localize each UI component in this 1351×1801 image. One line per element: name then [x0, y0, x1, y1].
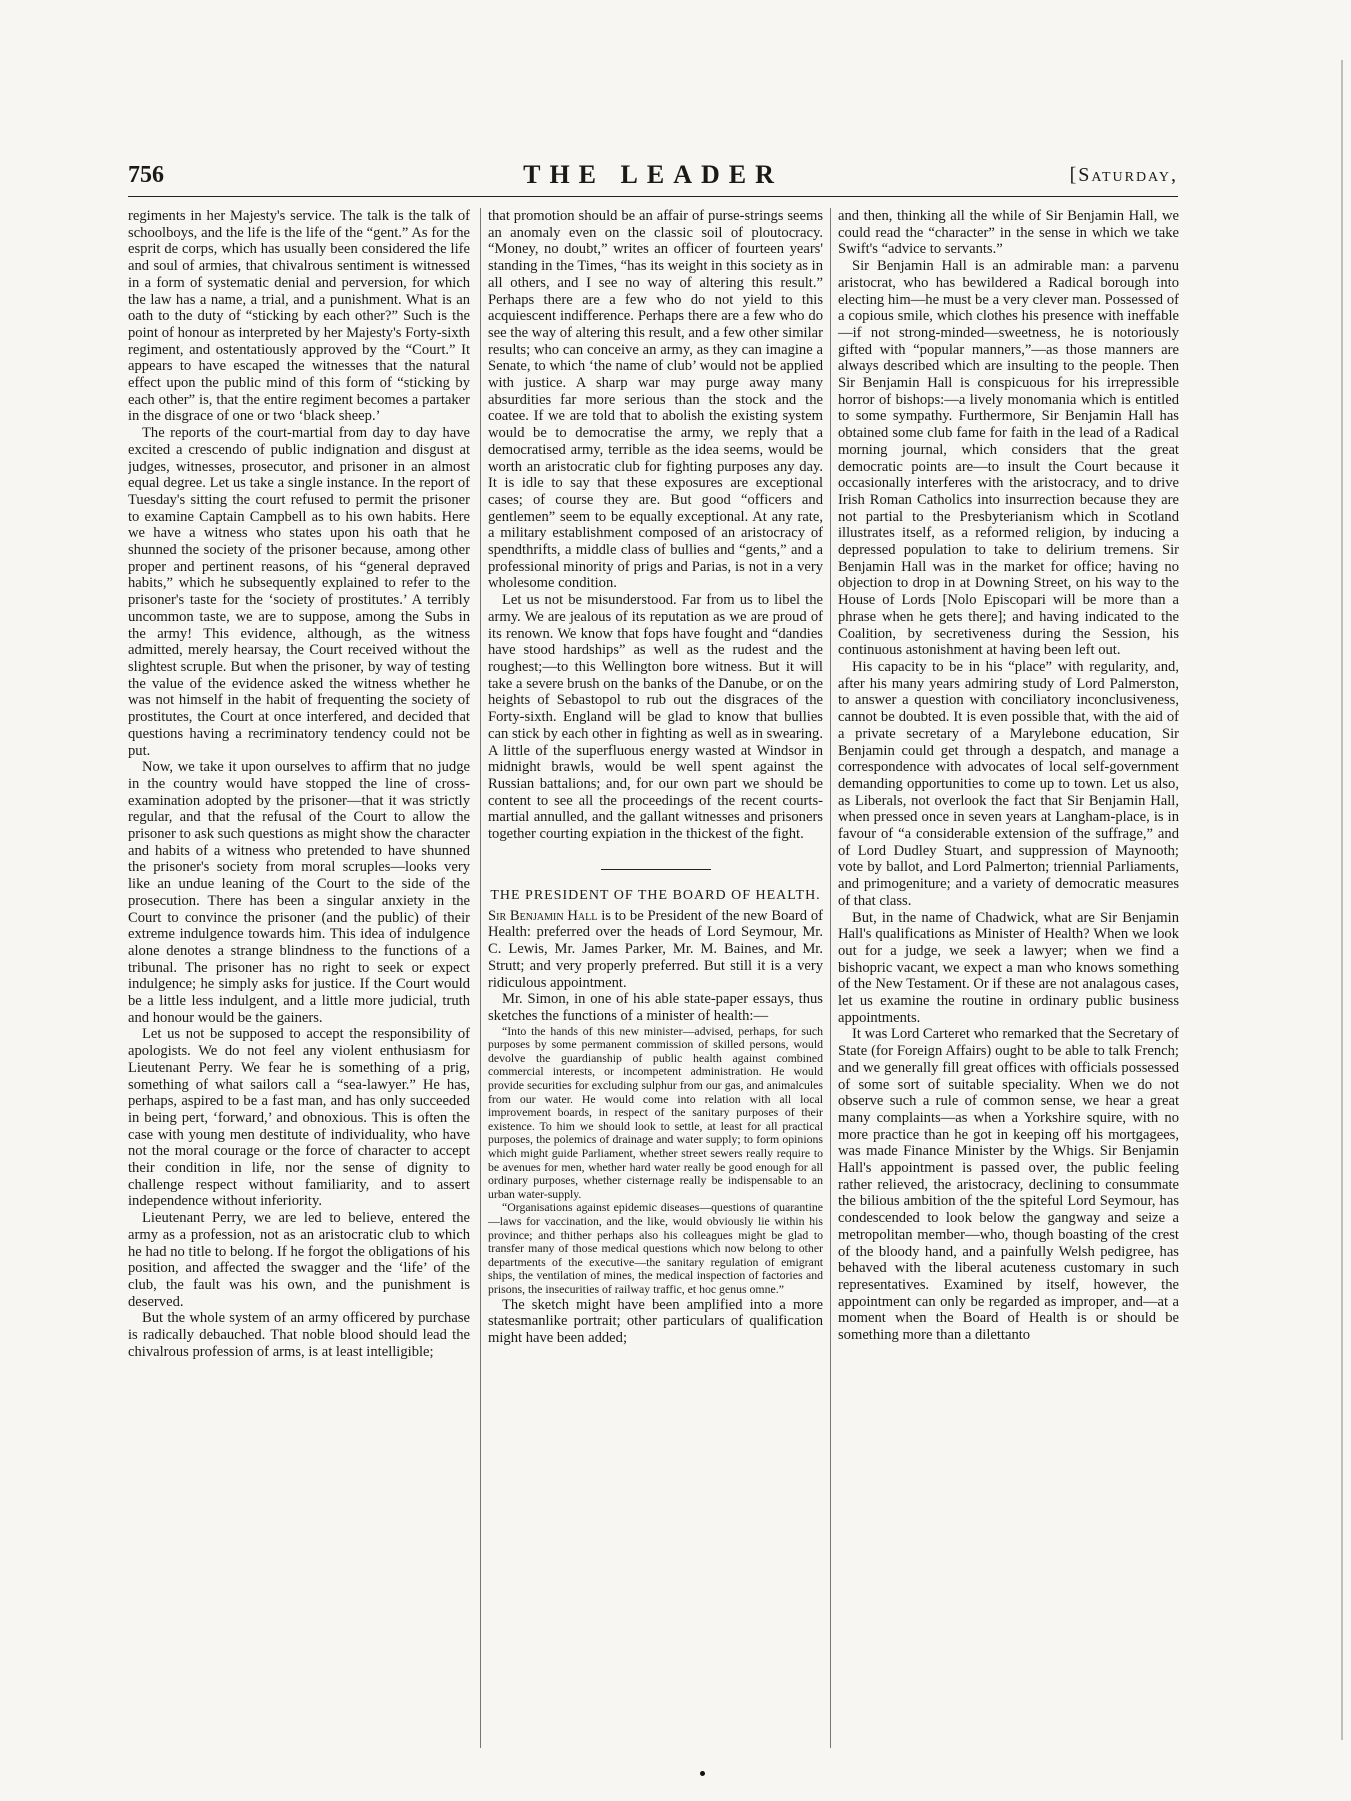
paragraph: It was Lord Carteret who remarked that the Secretary of State (for Foreign Affairs) ought to be able to talk French; and we generally fill great offices with officials possessed of some sort of suitable speciality. When we do not observe such a rule of common sense, we hear a great many complaints—as when a Yorkshire squire, with no more practice than he got in keeping off his mortgagees, was made Finance Minister by the Whigs. Sir Benjamin Hall's appointment is passed over, the public feeling rather relieved, the aristocracy, declining to consummate the bilious ambition of the the spiteful Lord Seymour, has condescended to look below the gangway and seize a metropolitan member—who, though boasting of the crest of the bloody hand, and a painfully Welsh pedigree, has behaved with the liberal acuteness customary in such representatives. Examined by itself, however, the appointment can only be regarded as improper, and—at a moment when the Board of Health is or should be something more than a dilettanto	[838, 1026, 1179, 1344]
paragraph: Lieutenant Perry, we are led to believe, entered the army as a profession, not as an aristocratic club to which he had no title to belong. If he forgot the obligations of his position, and affected the swagger and the ‘life’ of the club, the fault was his own, and the punishment is deserved.	[128, 1210, 470, 1310]
column-2	[480, 208, 823, 1748]
newspaper-title: THE LEADER	[523, 160, 783, 189]
column-1	[128, 208, 470, 1748]
paragraph: that promotion should be an affair of purse-strings seems an anomaly even on the classic soil of ploutocracy. “Money, no doubt,” writes an officer of fourteen years' standing in the Times, “has its weight in this society as in all others, and I see no way of altering this result.” Perhaps there are a few who do not yield to this acquiescent indifference. Perhaps there are a few who do see the way of altering this result, and a few other similar results; who can conceive an army, as they can imagine a Senate, to which ‘the name of club’ would not be applied with justice. A sharp war may purge away many absurdities far more serious than the stock and the coatee. If we are told that to abolish the existing system would be to democratise the army, we reply that a democratised army, terrible as the idea seems, would be worth an aristocratic club for fighting purposes any day. It is idle to say that these exposures are exceptional cases; of course they are. But good “officers and gentlemen” seem to be equally exceptional. At any rate, a military establishment composed of an aristocracy of spendthrifts, a middle class of bullies and “gents,” and a professional minority of prigs and Parias, is not in a very wholesome condition.	[488, 208, 823, 592]
paragraph: The reports of the court-martial from day to day have excited a crescendo of public indignation and disgust at judges, witnesses, prosecutor, and prisoner in an almost equal degree. Let us take a single instance. In the report of Tuesday's sitting the court refused to permit the prisoner to examine Captain Campbell as to his own habits. Here we have a witness who states upon his oath that he shunned the society of the prisoner because, among other proper and pertinent reasons, of his “general depraved habits,” which he subsequently explained to refer to the prisoner's taste for the ‘society of prostitutes.’ A terribly uncommon taste, we are to suppose, among the Subs in the army! This evidence, although, as the witness admitted, merely hearsay, the Court received without the slightest scruple. But when the prisoner, by way of testing the value of the evidence asked the witness whether he was not himself in the habit of frequenting the society of prostitutes, the Court at once interfered, and decided that questions having a recriminatory tendency could not be put.	[128, 425, 470, 759]
block-quote: “Into the hands of this new minister—advised, perhaps, for such purposes by some permanent commission of skilled persons, would devolve the guardianship of public health against combined commercial interests, or incompetent administration. He would provide securities for excluding sulphur from our gas, and animalcules from our water. He would come into relation with all local improvement boards, in respect of the sanitary purposes of their existence. To him we should look to settle, at least for all practical purposes, the polemics of drainage and water supply; to form opinions which might guide Parliament, whether street sewers really require to be avenues for men, whether hard water really be good enough for all ordinary purposes, whether cisternage really be indispensable to an urban water-supply.	[488, 1023, 823, 1201]
issue-day: [Saturday,	[1069, 164, 1178, 186]
paragraph: regiments in her Majesty's service. The talk is the talk of schoolboys, and the life is the life of the “gent.” As for the esprit de corps, which has usually been considered the life and soul of armies, that chivalrous sentiment is witnessed in a form of systematic denial and perversion, for which the law has a name, a trial, and a punishment. What is an oath to the duty of “sticking by each other?” Such is the point of honour as interpreted by her Majesty's Forty-sixth regiment, and ostentatiously approved by the “Court.” It appears to have escaped the witnesses that the natural effect upon the public mind of this form of “sticking by each other” is, that the entire regiment becomes a partaker in the disgrace of one or two ‘black sheep.’	[128, 208, 470, 425]
column-3	[830, 208, 1179, 1748]
paragraph: His capacity to be in his “place” with regularity, and, after his many years admiring study of Lord Palmerston, to answer a question with conciliatory inconclusiveness, cannot be doubted. It is even possible that, with the aid of a private secretary of a Marylebone education, Sir Benjamin could get through a despatch, and manage a correspondence with advocates of local self-government demanding opportunities to come up to town. Let us also, as Liberals, not overlook the fact that Sir Benjamin Hall, when pressed once in seven years at Langham-place, is in favour of “a considerable extension of the suffrage,” and of Lord Dudley Stuart, and suppression of Maynooth; vote by ballot, and Lord Palmerton; triennial Parliaments, and primogeniture; and a variety of democratic measures of that class.	[838, 658, 1179, 909]
masthead	[128, 156, 1178, 197]
section-divider	[601, 869, 711, 870]
ink-mark	[700, 1771, 705, 1776]
paragraph: Sir Benjamin Hall is an admirable man: a parvenu aristocrat, who has bewildered a Radical borough into electing him—he must be a very clever man. Possessed of a copious smile, which clothes his presence with ineffable—if not strong-minded—sweetness, he is notoriously gifted with “popular manners,”—as those manners are always described which are insulting to the people. Then Sir Benjamin Hall is conspicuous for his irrepressible horror of bishops:—a lively monomania which is entitled to some sympathy. Furthermore, Sir Benjamin Hall has obtained some club fame for faith in the lead of a Radical morning journal, which considers that the great democratic points are—to insult the Court because it occasionally interferes with the aristocracy, and to drive Irish Roman Catholics into insurrection because they are not partial to the Presbyterianism which in Scotland illustrates itself, as a reformed religion, by inducing a depressed population to take to delirium tremens. Sir Benjamin Hall was in the market for office; having no objection to drop in at Downing Street, on his way to the House of Lords [Nolo Episcopari will be more than a phrase when he gets there]; and having indicated to the Coalition, by secretiveness during the Session, his continuous astonishment at having been left out.	[838, 258, 1179, 659]
paragraph: Let us not be misunderstood. Far from us to libel the army. We are jealous of its reputation as we are proud of its renown. We know that fops have fought and “dandies have stood hardships” as well as the rudest and the roughest;—to this Wellington bore witness. But it will take a severe brush on the banks of the Danube, or on the heights of Sebastopol to rub out the disgraces of the Forty-sixth. England will be glad to know that bullies can stick by each other in fighting as well as in swearing. A little of the superfluous energy wasted at Windsor in midnight brawls, would be well spent against the Russian battalions; and, for our own part we should be content to see all the proceedings of the recent courts-martial annulled, and the gallant witnesses and prisoners together courting expiation in the thickest of the fight.	[488, 592, 823, 843]
paragraph: Now, we take it upon ourselves to affirm that no judge in the country would have stopped the line of cross-examination adopted by the prisoner—that it was strictly regular, and that the refusal of the Court to allow the prisoner to ask such questions as might show the character and habits of a witness who pretended to have shunned the prisoner's society from moral scruples—looks very like an undue leaning of the Court to the side of the prosecution. There has been a singular anxiety in the Court to convince the prisoner (and the public) of their extreme indulgence towards him. This idea of indulgence alone denotes a strange blindness to the functions of a tribunal. The prisoner has no right to seek or expect indulgence; he simply asks for justice. If the Court would be a little less indulgent, and a little more judicial, truth and honour would be the gainers.	[128, 759, 470, 1026]
paragraph: The sketch might have been amplified into a more statesmanlike portrait; other particulars of qualification might have been added;	[488, 1296, 823, 1346]
page-edge	[1331, 60, 1343, 1740]
page-number: 756	[128, 162, 164, 188]
paragraph: But the whole system of an army officered by purchase is radically debauched. That noble blood should lead the chivalrous profession of arms, is at least intelligible;	[128, 1310, 470, 1360]
article-heading: THE PRESIDENT OF THE BOARD OF HEALTH.	[490, 887, 821, 903]
article-lead-text: is to be President of the new Board of Health: preferred over the heads of Lord Seymour, Mr. C. Lewis, Mr. James Parker, Mr. M. Baines, and Mr. Strutt; and very properly preferred. But still it is a very ridiculous appointment.	[488, 907, 823, 991]
article-lead: Sir Benjamin Hall	[488, 907, 598, 924]
block-quote: “Organisations against epidemic diseases—questions of quarantine—laws for vaccination, and the like, would obviously lie within his province; and thither perhaps also his colleagues might be glad to transfer many of those medical questions which now belong to other departments of the executive—the sanitary regulation of emigrant ships, the ventilation of mines, the medical inspection of factories and prisons, the insecurities of railway traffic, et hoc genus omne.”	[488, 1200, 823, 1296]
article-lead-paragraph	[488, 908, 823, 992]
paragraph: Let us not be supposed to accept the responsibility of apologists. We do not feel any violent enthusiasm for Lieutenant Perry. We fear he is something of a prig, something of what sailors call a “sea-lawyer.” He has, perhaps, aspired to be a fast man, and has only succeeded in being pert, ‘forward,’ and obnoxious. This is often the case with young men destitute of individuality, who have not the moral courage or the force of character to accept their condition in life, nor the sense of dignity to challenge respect without familiarity, and to assert independence without inferiority.	[128, 1026, 470, 1210]
paragraph: But, in the name of Chadwick, what are Sir Benjamin Hall's qualifications as Minister of Health? When we look out for a judge, we seek a lawyer; when we find a bishopric vacant, we expect a man who knows something of the New Testament. Or if these are not analagous cases, let us examine the routine in ordinary public business appointments.	[838, 909, 1179, 1026]
paragraph: Mr. Simon, in one of his able state-paper essays, thus sketches the functions of a minister of health:—	[488, 991, 823, 1024]
paragraph: and then, thinking all the while of Sir Benjamin Hall, we could read the “character” in the sense in which we take Swift's “advice to servants.”	[838, 208, 1179, 258]
